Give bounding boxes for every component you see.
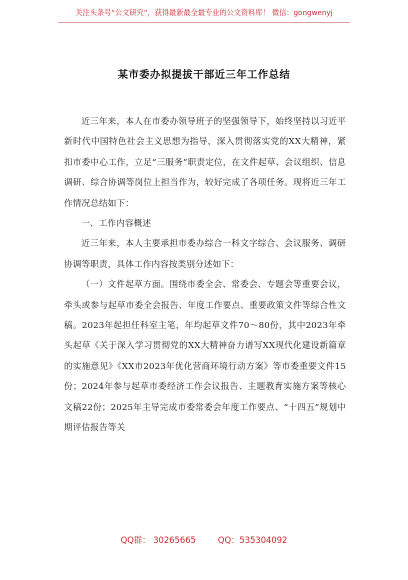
footer-qq: QQ：535304092 xyxy=(217,535,288,545)
header-divider xyxy=(58,22,350,23)
drafting-paragraph: （一）文件起草方面。围绕市委全会、常委会、专题会等重要会议，牵头或参与起草市委全会报告、年度工作要点、重要政策文件等综合性文稿。2023年起担任科室主笔，年均起草文件70～80份，其中2023年牵头起草《关于深入学习贯彻党的XX大精神奋力谱写XX现代化建设新篇章的实施意见》《XX市2023年优化营商环境行动方案》等市委重要文件15份；2024年参与起草市委经济工作会议报告、主题教育实施方案等核心文稿22份；2025年主导完成市委常委会年度工作要点、“十四五”规划中期评估报告等关 xyxy=(64,280,346,434)
document-title: 某市委办拟提拔干部近三年工作总结 xyxy=(117,70,291,81)
section-heading: 一、工作内容概述 xyxy=(81,219,152,230)
overview-paragraph: 近三年来，本人主要承担市委办综合一科文字综合、会议服务、调研协调等职责，具体工作内容按类别分述如下： xyxy=(64,239,346,270)
document-body xyxy=(64,112,346,439)
header-banner: 关注头条号“公文研究”，获得最新最全最专业的公文资料库！ 微信：gongwenyj xyxy=(75,8,333,17)
footer-qq-group: QQ群： 30265665 xyxy=(120,535,196,545)
footer-contact xyxy=(0,534,408,546)
intro-paragraph: 近三年来，本人在市委办领导班子的坚强领导下，始终坚持以习近平新时代中国特色社会主义思想为指导，深入贯彻落实党的XX大精神，紧扣市委中心工作，立足“三服务”职责定位，在文件起草、会议组织、信息调研、综合协调等岗位上担当作为，较好完成了各项任务。现将近三年工作情况总结如下： xyxy=(64,117,346,209)
